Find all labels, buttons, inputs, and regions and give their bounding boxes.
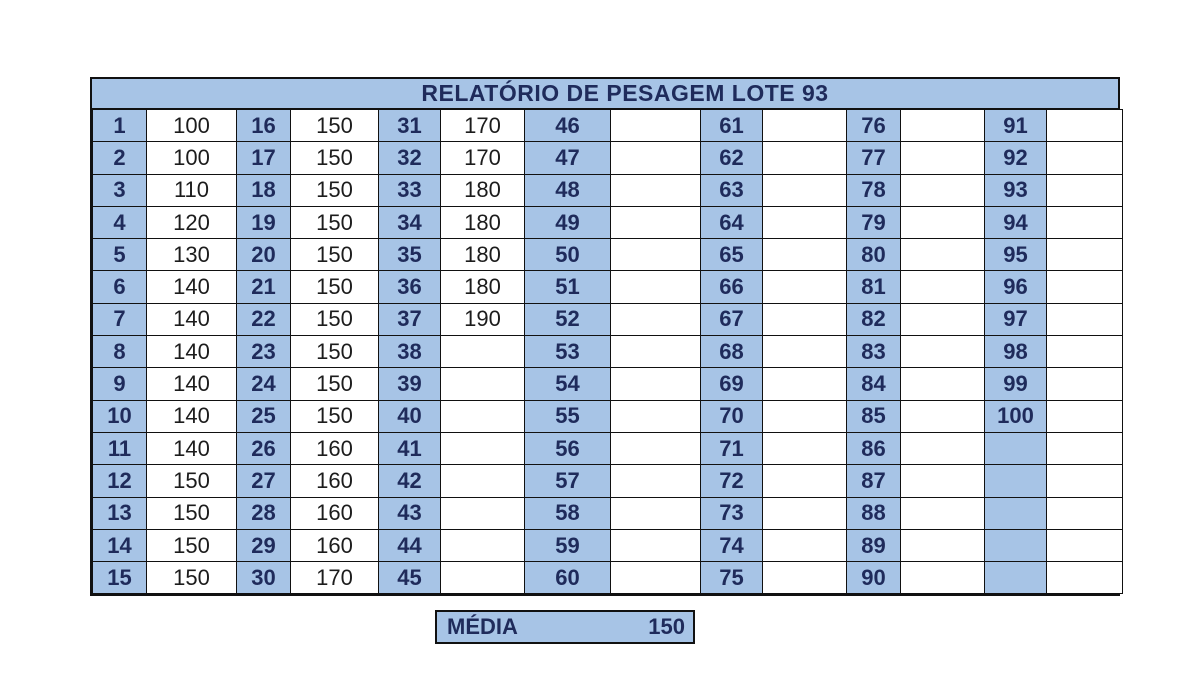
animal-number-cell: 10: [93, 400, 147, 432]
weight-cell: [901, 336, 985, 368]
animal-number-cell: 28: [237, 497, 291, 529]
animal-number-cell: 87: [847, 465, 901, 497]
animal-number-cell: 44: [379, 529, 441, 561]
animal-number-cell: 91: [985, 110, 1047, 142]
animal-number-cell: 90: [847, 562, 901, 594]
weight-cell: [611, 562, 701, 594]
weight-cell: 150: [291, 142, 379, 174]
animal-number-cell: 16: [237, 110, 291, 142]
average-box: [435, 610, 695, 644]
weight-cell: 150: [291, 336, 379, 368]
animal-number-cell: 14: [93, 529, 147, 561]
table-row: [93, 271, 1123, 303]
weight-cell: 150: [291, 368, 379, 400]
animal-number-cell: 47: [525, 142, 611, 174]
weight-cell: [1047, 239, 1123, 271]
animal-number-cell: 52: [525, 303, 611, 335]
animal-number-cell: 92: [985, 142, 1047, 174]
animal-number-cell: 63: [701, 174, 763, 206]
weight-cell: [611, 336, 701, 368]
weight-cell: [611, 432, 701, 464]
animal-number-cell: 56: [525, 432, 611, 464]
weight-cell: [763, 400, 847, 432]
animal-number-cell: [985, 432, 1047, 464]
animal-number-cell: 26: [237, 432, 291, 464]
animal-number-cell: 100: [985, 400, 1047, 432]
animal-number-cell: 70: [701, 400, 763, 432]
weight-cell: [441, 336, 525, 368]
weight-cell: [1047, 336, 1123, 368]
weight-cell: [611, 174, 701, 206]
animal-number-cell: 11: [93, 432, 147, 464]
table-row: [93, 206, 1123, 238]
animal-number-cell: 40: [379, 400, 441, 432]
weight-cell: [763, 110, 847, 142]
weight-cell: [901, 271, 985, 303]
animal-number-cell: 82: [847, 303, 901, 335]
weight-cell: [611, 368, 701, 400]
animal-number-cell: 94: [985, 206, 1047, 238]
weight-cell: [1047, 400, 1123, 432]
animal-number-cell: 31: [379, 110, 441, 142]
weight-cell: [441, 497, 525, 529]
animal-number-cell: 73: [701, 497, 763, 529]
animal-number-cell: 95: [985, 239, 1047, 271]
weight-cell: 170: [441, 142, 525, 174]
table-row: [93, 497, 1123, 529]
animal-number-cell: 55: [525, 400, 611, 432]
animal-number-cell: 42: [379, 465, 441, 497]
animal-number-cell: 13: [93, 497, 147, 529]
animal-number-cell: 2: [93, 142, 147, 174]
animal-number-cell: 30: [237, 562, 291, 594]
weight-cell: [901, 529, 985, 561]
animal-number-cell: 45: [379, 562, 441, 594]
weight-cell: [901, 110, 985, 142]
weight-cell: [763, 465, 847, 497]
weight-cell: 180: [441, 271, 525, 303]
weight-cell: [611, 110, 701, 142]
animal-number-cell: 75: [701, 562, 763, 594]
weight-cell: 150: [291, 303, 379, 335]
weight-cell: 180: [441, 239, 525, 271]
animal-number-cell: 80: [847, 239, 901, 271]
animal-number-cell: 17: [237, 142, 291, 174]
weight-cell: 140: [147, 303, 237, 335]
weight-cell: [441, 562, 525, 594]
animal-number-cell: 7: [93, 303, 147, 335]
animal-number-cell: 65: [701, 239, 763, 271]
weight-cell: [901, 562, 985, 594]
weight-cell: 140: [147, 271, 237, 303]
animal-number-cell: 53: [525, 336, 611, 368]
weight-cell: [1047, 562, 1123, 594]
weight-cell: 180: [441, 174, 525, 206]
weight-cell: 150: [291, 239, 379, 271]
animal-number-cell: 22: [237, 303, 291, 335]
weight-cell: 190: [441, 303, 525, 335]
weight-cell: 100: [147, 110, 237, 142]
animal-number-cell: 78: [847, 174, 901, 206]
animal-number-cell: 72: [701, 465, 763, 497]
report-title: RELATÓRIO DE PESAGEM LOTE 93: [90, 77, 1120, 109]
weight-cell: 140: [147, 368, 237, 400]
weight-cell: [441, 400, 525, 432]
weight-cell: [611, 271, 701, 303]
weight-cell: [611, 497, 701, 529]
weight-cell: 150: [147, 562, 237, 594]
table-row: [93, 110, 1123, 142]
weight-cell: 160: [291, 432, 379, 464]
animal-number-cell: 93: [985, 174, 1047, 206]
animal-number-cell: 43: [379, 497, 441, 529]
animal-number-cell: 51: [525, 271, 611, 303]
weight-cell: [763, 368, 847, 400]
weight-cell: [901, 303, 985, 335]
average-value: 150: [648, 614, 685, 639]
weight-cell: 170: [291, 562, 379, 594]
weight-cell: [1047, 497, 1123, 529]
animal-number-cell: 25: [237, 400, 291, 432]
animal-number-cell: 21: [237, 271, 291, 303]
animal-number-cell: 57: [525, 465, 611, 497]
animal-number-cell: 89: [847, 529, 901, 561]
weight-cell: [763, 562, 847, 594]
table-row: [93, 432, 1123, 464]
weight-cell: [763, 206, 847, 238]
weight-cell: [1047, 368, 1123, 400]
weight-cell: 150: [291, 174, 379, 206]
weight-cell: [901, 368, 985, 400]
animal-number-cell: 3: [93, 174, 147, 206]
weight-cell: [763, 529, 847, 561]
table-row: [93, 529, 1123, 561]
weight-cell: 140: [147, 400, 237, 432]
animal-number-cell: 46: [525, 110, 611, 142]
animal-number-cell: 9: [93, 368, 147, 400]
weight-cell: [1047, 206, 1123, 238]
weight-cell: [441, 529, 525, 561]
animal-number-cell: 36: [379, 271, 441, 303]
weight-cell: 170: [441, 110, 525, 142]
weight-cell: 100: [147, 142, 237, 174]
weight-cell: 180: [441, 206, 525, 238]
weight-cell: 160: [291, 465, 379, 497]
table-row: [93, 400, 1123, 432]
animal-number-cell: 41: [379, 432, 441, 464]
weight-cell: [611, 529, 701, 561]
animal-number-cell: 68: [701, 336, 763, 368]
animal-number-cell: 67: [701, 303, 763, 335]
weight-cell: [901, 142, 985, 174]
animal-number-cell: 98: [985, 336, 1047, 368]
animal-number-cell: 5: [93, 239, 147, 271]
table-row: [93, 562, 1123, 594]
weight-cell: 150: [291, 271, 379, 303]
weight-cell: 140: [147, 432, 237, 464]
weight-cell: [611, 206, 701, 238]
animal-number-cell: [985, 465, 1047, 497]
animal-number-cell: 12: [93, 465, 147, 497]
weight-cell: [1047, 465, 1123, 497]
weight-cell: [1047, 303, 1123, 335]
weight-cell: 110: [147, 174, 237, 206]
animal-number-cell: 34: [379, 206, 441, 238]
weight-cell: [763, 239, 847, 271]
animal-number-cell: 66: [701, 271, 763, 303]
weight-cell: [763, 432, 847, 464]
weight-cell: 150: [291, 206, 379, 238]
animal-number-cell: 24: [237, 368, 291, 400]
animal-number-cell: 33: [379, 174, 441, 206]
weight-cell: 160: [291, 497, 379, 529]
animal-number-cell: 79: [847, 206, 901, 238]
weight-cell: [901, 497, 985, 529]
weight-cell: [1047, 529, 1123, 561]
animal-number-cell: 8: [93, 336, 147, 368]
animal-number-cell: 48: [525, 174, 611, 206]
animal-number-cell: 62: [701, 142, 763, 174]
weight-cell: [763, 303, 847, 335]
weighing-report: [90, 77, 1120, 596]
weight-cell: [441, 368, 525, 400]
animal-number-cell: 50: [525, 239, 611, 271]
table-row: [93, 303, 1123, 335]
animal-number-cell: [985, 562, 1047, 594]
table-row: [93, 174, 1123, 206]
weight-cell: 150: [291, 400, 379, 432]
animal-number-cell: 61: [701, 110, 763, 142]
animal-number-cell: 59: [525, 529, 611, 561]
table-row: [93, 336, 1123, 368]
weight-cell: [901, 239, 985, 271]
weight-cell: [441, 465, 525, 497]
weight-cell: [1047, 142, 1123, 174]
weight-cell: [901, 432, 985, 464]
animal-number-cell: 19: [237, 206, 291, 238]
animal-number-cell: 88: [847, 497, 901, 529]
weight-cell: [1047, 271, 1123, 303]
animal-number-cell: 6: [93, 271, 147, 303]
weight-cell: [441, 432, 525, 464]
weight-cell: [901, 465, 985, 497]
weight-cell: [611, 400, 701, 432]
animal-number-cell: 64: [701, 206, 763, 238]
animal-number-cell: 4: [93, 206, 147, 238]
animal-number-cell: 18: [237, 174, 291, 206]
weight-cell: [611, 303, 701, 335]
weight-cell: 150: [291, 110, 379, 142]
animal-number-cell: 85: [847, 400, 901, 432]
animal-number-cell: 81: [847, 271, 901, 303]
animal-number-cell: 69: [701, 368, 763, 400]
animal-number-cell: 74: [701, 529, 763, 561]
table-row: [93, 465, 1123, 497]
animal-number-cell: 32: [379, 142, 441, 174]
weight-cell: 140: [147, 336, 237, 368]
animal-number-cell: 29: [237, 529, 291, 561]
animal-number-cell: 35: [379, 239, 441, 271]
table-row: [93, 239, 1123, 271]
animal-number-cell: 15: [93, 562, 147, 594]
animal-number-cell: 54: [525, 368, 611, 400]
animal-number-cell: 84: [847, 368, 901, 400]
weight-cell: 150: [147, 529, 237, 561]
animal-number-cell: [985, 529, 1047, 561]
weight-cell: 160: [291, 529, 379, 561]
weight-cell: [763, 497, 847, 529]
weight-cell: [611, 465, 701, 497]
average-label: MÉDIA: [447, 614, 518, 639]
weight-cell: [763, 174, 847, 206]
animal-number-cell: 58: [525, 497, 611, 529]
weight-cell: [1047, 432, 1123, 464]
weight-cell: [901, 174, 985, 206]
animal-number-cell: 76: [847, 110, 901, 142]
weights-table: [92, 109, 1123, 594]
animal-number-cell: 77: [847, 142, 901, 174]
weight-cell: [763, 336, 847, 368]
animal-number-cell: 27: [237, 465, 291, 497]
animal-number-cell: 60: [525, 562, 611, 594]
animal-number-cell: 83: [847, 336, 901, 368]
weight-cell: 150: [147, 497, 237, 529]
animal-number-cell: 38: [379, 336, 441, 368]
weight-cell: [901, 206, 985, 238]
animal-number-cell: 39: [379, 368, 441, 400]
weights-table-body: [93, 110, 1123, 594]
weight-cell: [901, 400, 985, 432]
animal-number-cell: 71: [701, 432, 763, 464]
animal-number-cell: 86: [847, 432, 901, 464]
animal-number-cell: 20: [237, 239, 291, 271]
weight-cell: 130: [147, 239, 237, 271]
weight-cell: [763, 142, 847, 174]
weight-cell: [611, 239, 701, 271]
animal-number-cell: 49: [525, 206, 611, 238]
weight-cell: [1047, 174, 1123, 206]
weight-cell: [611, 142, 701, 174]
animal-number-cell: 37: [379, 303, 441, 335]
animal-number-cell: [985, 497, 1047, 529]
animal-number-cell: 1: [93, 110, 147, 142]
animal-number-cell: 96: [985, 271, 1047, 303]
weights-table-wrapper: [90, 109, 1120, 596]
table-row: [93, 368, 1123, 400]
table-row: [93, 142, 1123, 174]
animal-number-cell: 97: [985, 303, 1047, 335]
animal-number-cell: 99: [985, 368, 1047, 400]
weight-cell: [763, 271, 847, 303]
animal-number-cell: 23: [237, 336, 291, 368]
weight-cell: 150: [147, 465, 237, 497]
weight-cell: [1047, 110, 1123, 142]
weight-cell: 120: [147, 206, 237, 238]
